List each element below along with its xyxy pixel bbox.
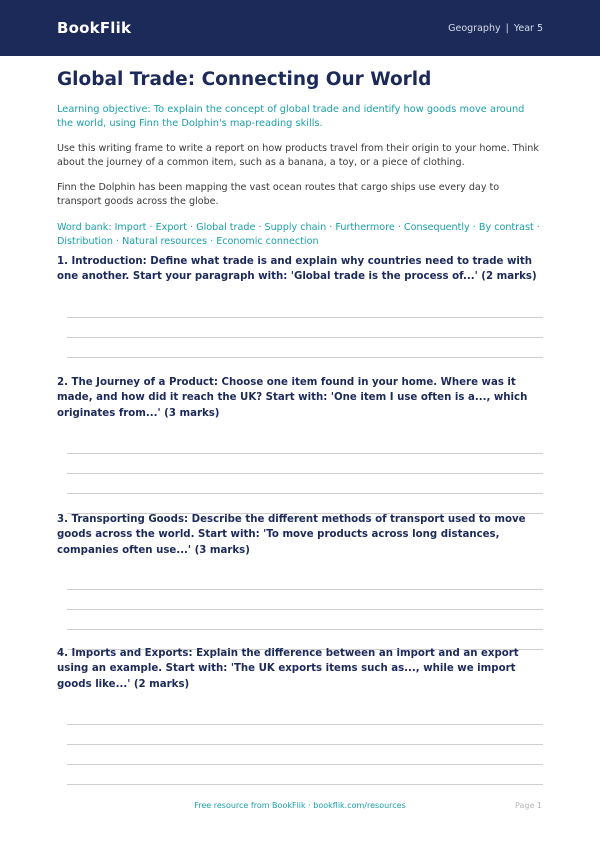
answer-line[interactable]: [67, 744, 543, 745]
page-number: Page 1: [515, 801, 542, 810]
page-header: [0, 0, 600, 56]
intro-paragraph: Use this writing frame to write a report on how products travel from their origin to your home. Think about the journey of a common item, such as a banana, a toy, or a piece of clothing.: [57, 142, 539, 169]
finn-paragraph: Finn the Dolphin has been mapping the vast ocean routes that cargo ships use every day to transport goods across the globe.: [57, 182, 500, 208]
question-2: [57, 375, 543, 421]
year-label: Year 5: [513, 22, 543, 34]
answer-line[interactable]: [67, 473, 543, 474]
word-bank: Word bank: Import · Export · Global trade · Supply chain · Furthermore · Consequently · By contrast · Distribution · Natural resources · Economic connection: [57, 221, 540, 248]
learning-objective: Learning objective: To explain the concept of global trade and identify how goods move around the world, using Finn the Dolphin's map-reading skills.: [57, 104, 525, 129]
answer-line[interactable]: [67, 784, 543, 785]
question-4-prompt: 4. Imports and Exports: Explain the difference between an import and an export using an example. Start with: 'The UK exports items such as..., while we import goods like...' (2 marks): [57, 648, 519, 690]
answer-line[interactable]: [67, 764, 543, 765]
answer-line[interactable]: [67, 629, 543, 630]
answer-line[interactable]: [67, 453, 543, 454]
footer-link[interactable]: Free resource from BookFlik · bookflik.com/resources: [194, 801, 406, 810]
answer-line[interactable]: [67, 337, 543, 338]
answer-line[interactable]: [67, 724, 543, 725]
header-meta: [448, 23, 543, 34]
question-3: [57, 512, 543, 558]
meta-separator: |: [505, 22, 509, 34]
answer-line[interactable]: [67, 589, 543, 590]
answer-line[interactable]: [67, 493, 543, 494]
question-1: [57, 254, 543, 285]
subject-label: Geography: [448, 22, 501, 34]
answer-line[interactable]: [67, 317, 543, 318]
answer-line[interactable]: [67, 357, 543, 358]
question-2-prompt: 2. The Journey of a Product: Choose one item found in your home. Where was it made, and how did it reach the UK? Start with: 'One item I use often is a..., which originates from...' (3 marks): [57, 377, 528, 419]
worksheet-intro: [0, 68, 600, 250]
question-1-prompt: 1. Introduction: Define what trade is and explain why countries need to trade with one another. Start your paragraph with: 'Global trade is the process of...' (2 marks): [57, 256, 537, 283]
question-4: [57, 646, 543, 692]
answer-line[interactable]: [67, 609, 543, 610]
brand-logo: BookFlik: [57, 19, 132, 37]
page-title: Global Trade: Connecting Our World: [57, 69, 432, 90]
question-3-prompt: 3. Transporting Goods: Describe the different methods of transport used to move goods across the world. Start with: 'To move products across long distances, companies often use...' (3 marks): [57, 514, 526, 556]
